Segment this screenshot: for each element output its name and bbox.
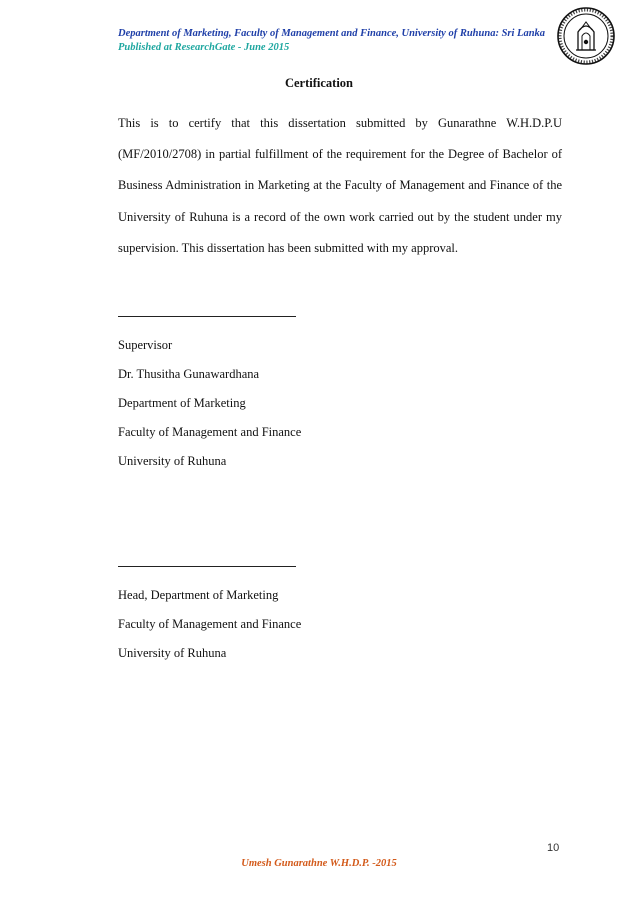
- header-line-2: Published at ResearchGate - June 2015: [118, 42, 290, 53]
- supervisor-department: Department of Marketing: [118, 396, 246, 410]
- head-university: University of Ruhuna: [118, 646, 227, 660]
- certification-paragraph: This is to certify that this dissertation submitted by Gunarathne W.H.D.P.U (MF/2010/2708) in partial fulfillment of the requirement for the Degree of Bachelor of Business Administration in Marketing at the Faculty of Management and Finance of the University of Ruhuna is a record of the own work carried out by the student under my supervision. This dissertation has been submitted with my approval.: [118, 116, 562, 255]
- supervisor-role: Supervisor: [118, 338, 173, 352]
- footer-text: Umesh Gunarathne W.H.D.P. -2015: [241, 858, 397, 869]
- supervisor-faculty: Faculty of Management and Finance: [118, 425, 302, 439]
- head-signature-block: [118, 566, 301, 668]
- signature-line: [118, 566, 296, 567]
- page-number: 10: [547, 842, 560, 854]
- page-title: Certification: [284, 76, 354, 90]
- supervisor-signature-block: [118, 316, 301, 476]
- university-seal-icon: [556, 6, 616, 66]
- head-role: Head, Department of Marketing: [118, 588, 279, 602]
- supervisor-name: Dr. Thusitha Gunawardhana: [118, 367, 260, 381]
- signature-line: [118, 316, 296, 317]
- head-faculty: Faculty of Management and Finance: [118, 617, 302, 631]
- supervisor-university: University of Ruhuna: [118, 454, 227, 468]
- header-line-1: Department of Marketing, Faculty of Management and Finance, University of Ruhuna: Sri Lanka: [118, 28, 546, 39]
